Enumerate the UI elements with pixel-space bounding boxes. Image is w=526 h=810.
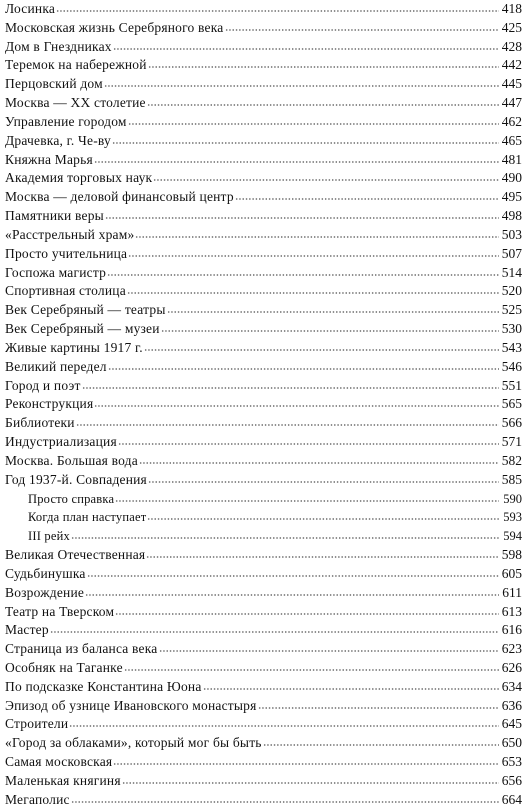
dot-leader — [107, 274, 499, 276]
toc-entry-page-number: 571 — [501, 434, 522, 450]
toc-entry-title: Строители — [5, 716, 69, 732]
toc-entry-page-number: 611 — [502, 584, 522, 600]
toc-entry-page-number: 507 — [501, 245, 522, 261]
dot-leader — [113, 48, 499, 50]
toc-entry — [5, 0, 522, 19]
toc-entry-title: Просто справка — [28, 491, 115, 506]
dot-leader — [139, 462, 499, 464]
toc-entry-page-number: 590 — [503, 491, 522, 506]
dot-leader — [71, 801, 499, 803]
toc-entry-page-number: 447 — [501, 95, 522, 111]
toc-entry — [5, 584, 522, 603]
dot-leader — [113, 763, 499, 765]
toc-entry — [5, 226, 522, 245]
toc-entry-page-number: 613 — [501, 603, 522, 619]
toc-entry-page-number: 418 — [501, 1, 522, 16]
toc-entry-page-number: 623 — [501, 641, 522, 657]
toc-entry-page-number: 594 — [503, 529, 522, 544]
toc-entry-page-number: 593 — [503, 510, 522, 525]
toc-entry-page-number: 582 — [501, 452, 522, 468]
toc-entry-title: Теремок на набережной — [5, 57, 147, 73]
toc-entry-title: Живые картины 1917 г. — [5, 339, 143, 355]
toc-entry-title: Судьбинушка — [5, 565, 86, 581]
toc-entry-page-number: 645 — [501, 716, 522, 732]
toc-entry — [5, 94, 522, 113]
toc-entry-title: Когда план наступает — [28, 510, 147, 525]
toc-entry — [5, 753, 522, 772]
dot-leader — [56, 10, 499, 12]
toc-entry-page-number: 495 — [501, 189, 522, 205]
toc-entry-page-number: 565 — [501, 396, 522, 412]
toc-entry-title: Эпизод об узнице Ивановского монастыря — [5, 697, 257, 713]
toc-entry — [5, 734, 522, 753]
toc-entry-page-number: 425 — [501, 19, 522, 35]
toc-entry-title: Город и поэт — [5, 377, 81, 393]
toc-entry-page-number: 626 — [501, 659, 522, 675]
toc-entry-page-number: 605 — [501, 565, 522, 581]
toc-entry — [5, 264, 522, 283]
toc-entry-title: Реконструкция — [5, 396, 94, 412]
toc-entry — [5, 414, 522, 433]
toc-entry-title: Театр на Тверском — [5, 603, 115, 619]
dot-leader — [127, 292, 499, 294]
dot-leader — [153, 179, 499, 181]
toc-entry-title: Управление городом — [5, 113, 127, 129]
dot-leader — [146, 556, 499, 558]
toc-entry — [5, 320, 522, 339]
toc-entry — [5, 603, 522, 622]
toc-entry — [5, 621, 522, 640]
toc-entry-title: Библиотеки — [5, 415, 75, 431]
toc-entry-title: Лосинка — [5, 1, 56, 16]
toc-entry-page-number: 462 — [501, 113, 522, 129]
toc-entry-page-number: 525 — [501, 302, 522, 318]
toc-entry-title: Маленькая княгиня — [5, 772, 121, 788]
dot-leader — [147, 104, 499, 106]
toc-entry — [5, 395, 522, 414]
toc-entry-page-number: 636 — [501, 697, 522, 713]
toc-entry-page-number: 520 — [501, 283, 522, 299]
toc-entry — [5, 282, 522, 301]
dot-leader — [144, 349, 499, 351]
toc-entry-page-number: 664 — [501, 791, 522, 807]
toc-entry — [5, 791, 522, 810]
toc-entry-title: Индустриализация — [5, 434, 117, 450]
toc-entry-title: Год 1937-й. Совпадения — [5, 471, 147, 487]
dot-leader — [161, 330, 499, 332]
toc-entry — [5, 151, 522, 170]
dot-leader — [82, 387, 499, 389]
dot-leader — [69, 725, 499, 727]
dot-leader — [71, 537, 499, 539]
dot-leader — [115, 500, 499, 502]
toc-entry-title: Дом в Гнездниках — [5, 38, 112, 54]
toc-entry — [5, 546, 522, 565]
toc-entry-page-number: 442 — [501, 57, 522, 73]
toc-entry — [5, 188, 522, 207]
toc-entry — [5, 38, 522, 57]
toc-entry-title: Великая Отечественная — [5, 547, 146, 563]
dot-leader — [108, 368, 499, 370]
dot-leader — [94, 161, 499, 163]
dot-leader — [105, 217, 499, 219]
toc-entry-title: Госпожа магистр — [5, 264, 107, 280]
dot-leader — [148, 66, 499, 68]
toc-entry-page-number: 551 — [501, 377, 522, 393]
toc-entry — [5, 471, 522, 490]
toc-entry — [5, 56, 522, 75]
toc-entry-title: Век Серебряный — музеи — [5, 321, 160, 337]
dot-leader — [263, 744, 499, 746]
dot-leader — [203, 688, 499, 690]
toc-entry-title: Век Серебряный — театры — [5, 302, 166, 318]
dot-leader — [128, 123, 499, 125]
toc-entry-page-number: 650 — [501, 735, 522, 751]
toc-subentry — [5, 527, 522, 546]
toc-entry — [5, 377, 522, 396]
toc-entry-page-number: 530 — [501, 321, 522, 337]
toc-subentry — [5, 508, 522, 527]
dot-leader — [94, 405, 499, 407]
toc-entry-page-number: 498 — [501, 208, 522, 224]
dot-leader — [258, 707, 499, 709]
toc-entry-title: Москва — деловой финансовый центр — [5, 189, 234, 205]
toc-entry — [5, 715, 522, 734]
toc-entry — [5, 132, 522, 151]
dot-leader — [112, 142, 499, 144]
dot-leader — [147, 518, 499, 520]
toc-entry-title: Московская жизнь Серебряного века — [5, 19, 224, 35]
dot-leader — [124, 669, 499, 671]
toc-entry — [5, 452, 522, 471]
toc-entry — [5, 301, 522, 320]
toc-entry-page-number: 543 — [501, 339, 522, 355]
toc-entry-title: Спортивная столица — [5, 283, 126, 299]
dot-leader — [85, 594, 499, 596]
toc-entry — [5, 697, 522, 716]
dot-leader — [50, 631, 499, 633]
dot-leader — [148, 481, 499, 483]
toc-entry-title: Драчевка, г. Че-ву — [5, 132, 111, 148]
toc-entry-page-number: 653 — [501, 754, 522, 770]
toc-entry — [5, 75, 522, 94]
toc-entry-title: Особняк на Таганке — [5, 659, 123, 675]
toc-entry-title: Просто учительница — [5, 245, 128, 261]
dot-leader — [167, 311, 499, 313]
dot-leader — [159, 650, 500, 652]
toc-entry-title: III рейх — [28, 529, 70, 544]
dot-leader — [235, 198, 499, 200]
toc-entry-title: «Расстрельный храм» — [5, 226, 135, 242]
toc-entry-title: Мегаполис — [5, 791, 70, 807]
toc-entry-page-number: 546 — [501, 358, 522, 374]
toc-entry — [5, 169, 522, 188]
dot-leader — [135, 236, 499, 238]
toc-entry-title: Княжна Марья — [5, 151, 93, 167]
toc-entry-page-number: 481 — [501, 151, 522, 167]
toc-entry-page-number: 566 — [501, 415, 522, 431]
toc-entry — [5, 565, 522, 584]
toc-entry-page-number: 490 — [501, 170, 522, 186]
toc-entry-page-number: 598 — [501, 547, 522, 563]
dot-leader — [87, 575, 499, 577]
toc-entry-title: Академия торговых наук — [5, 170, 153, 186]
toc-entry — [5, 245, 522, 264]
dot-leader — [122, 782, 499, 784]
toc-entry — [5, 113, 522, 132]
toc-entry — [5, 678, 522, 697]
toc-entry-page-number: 445 — [501, 76, 522, 92]
toc-entry — [5, 207, 522, 226]
toc-entry-title: Великий передел — [5, 358, 107, 374]
toc-entry-title: Москва — XX столетие — [5, 95, 146, 111]
toc-entry-page-number: 656 — [501, 772, 522, 788]
toc-entry — [5, 640, 522, 659]
toc-entry — [5, 433, 522, 452]
toc-entry — [5, 358, 522, 377]
toc-entry-title: Москва. Большая вода — [5, 452, 138, 468]
toc-entry-page-number: 616 — [501, 622, 522, 638]
toc-entry-title: Возрождение — [5, 584, 85, 600]
toc-entry-page-number: 634 — [501, 678, 522, 694]
dot-leader — [225, 29, 500, 31]
toc-entry — [5, 659, 522, 678]
dot-leader — [115, 613, 499, 615]
toc-entry — [5, 19, 522, 38]
dot-leader — [104, 85, 499, 87]
dot-leader — [128, 255, 499, 257]
toc-entry-title: Памятники веры — [5, 208, 104, 224]
toc-entry-title: Мастер — [5, 622, 49, 638]
toc-entry — [5, 772, 522, 791]
toc-entry-title: «Город за облаками», который мог бы быть — [5, 735, 262, 751]
toc-entry-page-number: 503 — [501, 226, 522, 242]
dot-leader — [118, 443, 499, 445]
dot-leader — [76, 424, 499, 426]
toc-entry-title: Самая московская — [5, 754, 113, 770]
toc-entry-page-number: 514 — [501, 264, 522, 280]
toc-entry-title: Страница из баланса века — [5, 641, 158, 657]
toc-entry-page-number: 465 — [501, 132, 522, 148]
toc-entry-title: По подсказке Константина Юона — [5, 678, 202, 694]
toc-entry-page-number: 585 — [501, 471, 522, 487]
toc-subentry — [5, 490, 522, 509]
toc-entry-page-number: 428 — [501, 38, 522, 54]
toc-entry — [5, 339, 522, 358]
toc-entry-title: Перцовский дом — [5, 76, 103, 92]
